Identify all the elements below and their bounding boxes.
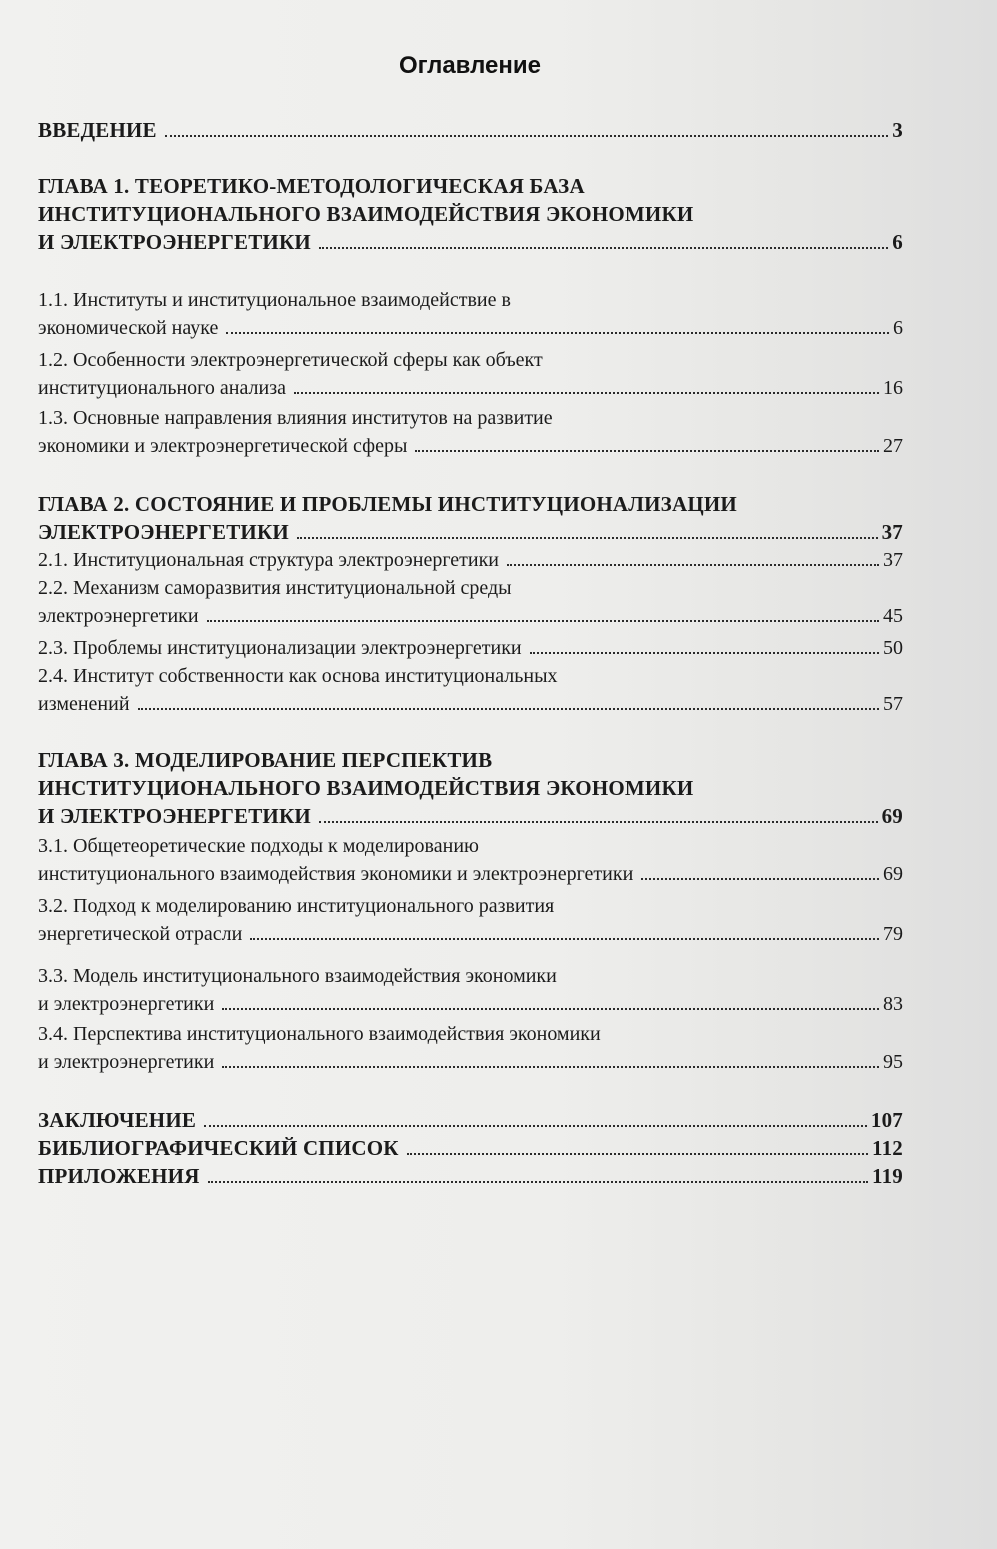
toc-entry-last-line: [38, 314, 903, 342]
dot-leader: [319, 821, 878, 823]
toc-page-number: 16: [883, 377, 903, 399]
toc-page-number: 3: [892, 118, 903, 142]
toc-entry-text-line: 3.3. Модель институционального взаимодействия экономики: [38, 965, 557, 987]
toc-entry-text-line: 2.2. Механизм саморазвития институциональной среды: [38, 577, 512, 599]
toc-page-number: 50: [883, 637, 903, 659]
toc-entry: [38, 662, 903, 718]
dot-leader: [407, 1153, 868, 1155]
toc-entry-text-line: 3.1. Общетеоретические подходы к моделированию: [38, 835, 479, 857]
dot-leader: [530, 652, 879, 654]
dot-leader: [319, 247, 888, 249]
toc-entry-text-line: БИБЛИОГРАФИЧЕСКИЙ СПИСОК: [38, 1136, 399, 1160]
toc-entry: [38, 172, 903, 256]
toc-entry: [38, 404, 903, 460]
toc-entry: [38, 746, 903, 830]
dot-leader: [641, 878, 879, 880]
toc-entry: [38, 892, 903, 948]
toc-entry-last-line: [38, 860, 903, 888]
toc-entry-text-line: ЭЛЕКТРОЭНЕРГЕТИКИ: [38, 520, 289, 544]
dot-leader: [207, 620, 879, 622]
dot-leader: [165, 135, 889, 137]
toc-entry-last-line: [38, 634, 903, 662]
toc-entry-text-line: 3.2. Подход к моделированию институционального развития: [38, 895, 555, 917]
toc-entry: [38, 346, 903, 402]
toc-page-number: 69: [881, 804, 903, 828]
toc-entry: [38, 962, 903, 1018]
toc-page-number: 69: [883, 863, 903, 885]
toc-entry-text-line: ГЛАВА 1. ТЕОРЕТИКО-МЕТОДОЛОГИЧЕСКАЯ БАЗА: [38, 174, 585, 198]
toc-page-number: 119: [872, 1164, 903, 1188]
toc-page-number: 6: [893, 317, 903, 339]
toc-page-number: 79: [883, 923, 903, 945]
toc-page-number: 95: [883, 1051, 903, 1073]
toc-entry-text-line: ГЛАВА 2. СОСТОЯНИЕ И ПРОБЛЕМЫ ИНСТИТУЦИОНАЛИЗАЦИИ: [38, 492, 737, 516]
toc-entry-last-line: [38, 602, 903, 630]
toc-entry-last-line: [38, 1048, 903, 1076]
toc-entry-text-line: 1.1. Институты и институциональное взаимодействие в: [38, 289, 511, 311]
dot-leader: [415, 450, 879, 452]
toc-entry-text-line: энергетической отрасли: [38, 923, 243, 945]
dot-leader: [208, 1181, 868, 1183]
toc-entry: [38, 634, 903, 662]
toc-entry-text-line: И ЭЛЕКТРОЭНЕРГЕТИКИ: [38, 804, 311, 828]
toc-entry-last-line: [38, 546, 903, 574]
toc-entry-text-line: 1.2. Особенности электроэнергетической сферы как объект: [38, 349, 543, 371]
toc-entry-text-line: 2.4. Институт собственности как основа институциональных: [38, 665, 558, 687]
toc-entry-text-line: экономической науке: [38, 317, 219, 339]
dot-leader: [138, 708, 879, 710]
dot-leader: [294, 392, 879, 394]
toc-entry: [38, 490, 903, 546]
toc-entry-last-line: [38, 1162, 903, 1190]
toc-entry-text-line: 1.3. Основные направления влияния институтов на развитие: [38, 407, 553, 429]
toc-entry-last-line: [38, 1134, 903, 1162]
toc-page-number: 45: [883, 605, 903, 627]
toc-page-number: 112: [872, 1136, 903, 1160]
toc-page-number: 37: [881, 520, 903, 544]
toc-entry-last-line: [38, 374, 903, 402]
toc-entry-text-line: 2.1. Институциональная структура электроэнергетики: [38, 549, 499, 571]
toc-entry: [38, 1106, 903, 1134]
toc-entry: [38, 832, 903, 888]
toc-page-number: 6: [892, 230, 903, 254]
toc-entry-text-line: и электроэнергетики: [38, 993, 215, 1015]
toc-entry-text-line: ЗАКЛЮЧЕНИЕ: [38, 1108, 197, 1132]
toc-page-number: 37: [883, 549, 903, 571]
toc-entry-text-line: ИНСТИТУЦИОНАЛЬНОГО ВЗАИМОДЕЙСТВИЯ ЭКОНОМИКИ: [38, 776, 694, 800]
toc-entry-text-line: институционального анализа: [38, 377, 286, 399]
dot-leader: [297, 537, 878, 539]
dot-leader: [226, 332, 889, 334]
toc-title: Оглавление: [399, 52, 541, 79]
toc-entry-text-line: изменений: [38, 693, 130, 715]
toc-entry: [38, 1162, 903, 1190]
toc-entry-text-line: электроэнергетики: [38, 605, 199, 627]
toc-page-number: 107: [870, 1108, 903, 1132]
toc-entry-text-line: ГЛАВА 3. МОДЕЛИРОВАНИЕ ПЕРСПЕКТИВ: [38, 748, 493, 772]
toc-entry: [38, 286, 903, 342]
toc-entry-last-line: [38, 690, 903, 718]
toc-entry-last-line: [38, 228, 903, 256]
toc-entry-last-line: [38, 432, 903, 460]
toc-entry-text-line: институционального взаимодействия экономики и электроэнергетики: [38, 863, 634, 885]
dot-leader: [507, 564, 879, 566]
toc-entry-last-line: [38, 1106, 903, 1134]
toc-entry-text-line: 2.3. Проблемы институционализации электроэнергетики: [38, 637, 522, 659]
toc-entry-text-line: И ЭЛЕКТРОЭНЕРГЕТИКИ: [38, 230, 311, 254]
toc-entry: [38, 116, 903, 144]
toc-entry-text-line: 3.4. Перспектива институционального взаимодействия экономики: [38, 1023, 601, 1045]
toc-entry-text-line: экономики и электроэнергетической сферы: [38, 435, 408, 457]
toc-entry-last-line: [38, 116, 903, 144]
toc-entry-text-line: и электроэнергетики: [38, 1051, 215, 1073]
toc-entry: [38, 1134, 903, 1162]
toc-page-number: 27: [883, 435, 903, 457]
dot-leader: [222, 1008, 879, 1010]
toc-entry-last-line: [38, 518, 903, 546]
dot-leader: [204, 1125, 867, 1127]
dot-leader: [250, 938, 879, 940]
toc-entry-last-line: [38, 990, 903, 1018]
dot-leader: [222, 1066, 879, 1068]
toc-entry: [38, 1020, 903, 1076]
toc-entry-text-line: ВВЕДЕНИЕ: [38, 118, 157, 142]
toc-entry: [38, 546, 903, 574]
toc-page-number: 57: [883, 693, 903, 715]
toc-entry-last-line: [38, 920, 903, 948]
toc-entry-text-line: ИНСТИТУЦИОНАЛЬНОГО ВЗАИМОДЕЙСТВИЯ ЭКОНОМИКИ: [38, 202, 694, 226]
toc-entry-text-line: ПРИЛОЖЕНИЯ: [38, 1164, 200, 1188]
toc-entry-last-line: [38, 802, 903, 830]
toc-entry: [38, 574, 903, 630]
toc-page-number: 83: [883, 993, 903, 1015]
